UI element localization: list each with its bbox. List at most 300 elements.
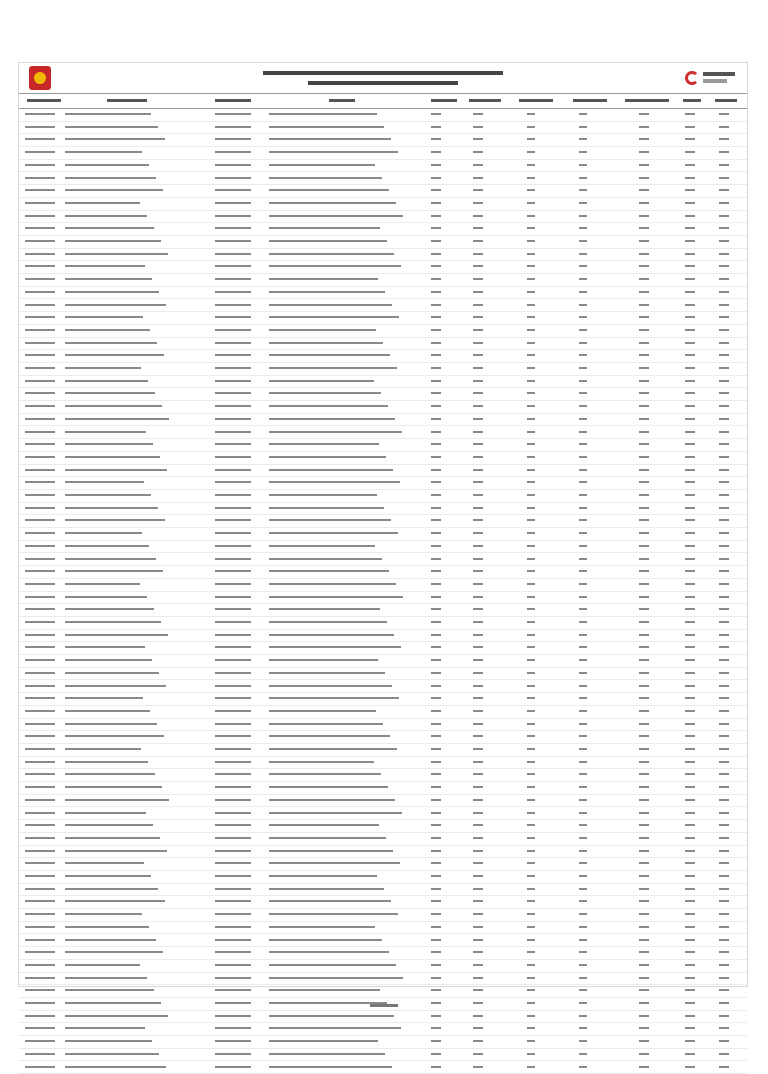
table-cell bbox=[527, 418, 535, 420]
table-cell bbox=[269, 989, 380, 991]
table-cell bbox=[269, 456, 386, 458]
table-cell bbox=[685, 405, 695, 407]
table-cell bbox=[215, 926, 251, 928]
table-cell bbox=[25, 951, 55, 953]
table-cell bbox=[269, 354, 390, 356]
table-cell bbox=[269, 545, 375, 547]
table-body bbox=[19, 108, 747, 986]
table-cell bbox=[269, 837, 386, 839]
table-cell bbox=[473, 532, 483, 534]
table-cell bbox=[685, 138, 695, 140]
table-cell bbox=[685, 583, 695, 585]
table-cell bbox=[269, 723, 383, 725]
table-cell bbox=[25, 177, 55, 179]
table-cell bbox=[719, 850, 729, 852]
table-cell bbox=[25, 596, 55, 598]
table-cell bbox=[215, 177, 251, 179]
table-row bbox=[19, 553, 747, 567]
table-cell bbox=[719, 685, 729, 687]
table-cell bbox=[25, 1066, 55, 1068]
table-cell bbox=[269, 405, 388, 407]
table-cell bbox=[639, 888, 649, 890]
table-cell bbox=[639, 227, 649, 229]
table-cell bbox=[269, 596, 403, 598]
table-row bbox=[19, 946, 747, 960]
table-cell bbox=[719, 596, 729, 598]
table-cell bbox=[65, 1066, 166, 1068]
table-row bbox=[19, 133, 747, 147]
table-cell bbox=[25, 481, 55, 483]
table-cell bbox=[527, 862, 535, 864]
table-cell bbox=[431, 799, 441, 801]
table-cell bbox=[527, 812, 535, 814]
table-cell bbox=[579, 646, 587, 648]
table-cell bbox=[639, 761, 649, 763]
table-cell bbox=[269, 608, 380, 610]
table-cell bbox=[65, 532, 142, 534]
table-cell bbox=[25, 354, 55, 356]
table-cell bbox=[473, 659, 483, 661]
table-cell bbox=[639, 189, 649, 191]
column-header bbox=[683, 99, 701, 102]
table-cell bbox=[527, 519, 535, 521]
table-cell bbox=[685, 469, 695, 471]
table-cell bbox=[269, 812, 402, 814]
table-cell bbox=[473, 697, 483, 699]
table-row bbox=[19, 743, 747, 757]
table-cell bbox=[639, 329, 649, 331]
table-cell bbox=[719, 659, 729, 661]
table-cell bbox=[685, 342, 695, 344]
table-cell bbox=[215, 812, 251, 814]
table-cell bbox=[473, 151, 483, 153]
table-cell bbox=[579, 735, 587, 737]
municipal-crest-logo bbox=[29, 66, 51, 90]
table-cell bbox=[639, 545, 649, 547]
column-header bbox=[27, 99, 61, 102]
table-cell bbox=[685, 316, 695, 318]
table-row bbox=[19, 768, 747, 782]
table-cell bbox=[269, 570, 389, 572]
table-cell bbox=[65, 786, 162, 788]
table-cell bbox=[639, 418, 649, 420]
table-cell bbox=[25, 278, 55, 280]
table-cell bbox=[579, 507, 587, 509]
table-cell bbox=[25, 799, 55, 801]
table-cell bbox=[215, 900, 251, 902]
table-cell bbox=[719, 786, 729, 788]
table-cell bbox=[215, 723, 251, 725]
table-cell bbox=[473, 265, 483, 267]
table-cell bbox=[579, 367, 587, 369]
table-cell bbox=[527, 685, 535, 687]
table-cell bbox=[65, 215, 147, 217]
table-row bbox=[19, 362, 747, 376]
table-cell bbox=[527, 964, 535, 966]
table-cell bbox=[639, 812, 649, 814]
table-cell bbox=[639, 202, 649, 204]
table-cell bbox=[65, 253, 168, 255]
table-cell bbox=[685, 570, 695, 572]
table-cell bbox=[527, 1066, 535, 1068]
table-cell bbox=[65, 939, 156, 941]
table-cell bbox=[579, 392, 587, 394]
table-cell bbox=[527, 900, 535, 902]
table-cell bbox=[473, 558, 483, 560]
table-cell bbox=[215, 291, 251, 293]
table-cell bbox=[685, 989, 695, 991]
table-cell bbox=[527, 926, 535, 928]
table-cell bbox=[579, 354, 587, 356]
table-cell bbox=[65, 494, 151, 496]
organizer-logo-text bbox=[703, 72, 735, 76]
table-cell bbox=[431, 494, 441, 496]
table-cell bbox=[527, 646, 535, 648]
table-cell bbox=[719, 380, 729, 382]
table-cell bbox=[473, 977, 483, 979]
table-cell bbox=[431, 989, 441, 991]
table-cell bbox=[639, 977, 649, 979]
table-cell bbox=[25, 342, 55, 344]
table-cell bbox=[25, 939, 55, 941]
table-cell bbox=[719, 227, 729, 229]
table-cell bbox=[473, 342, 483, 344]
table-cell bbox=[269, 291, 385, 293]
table-cell bbox=[685, 291, 695, 293]
table-cell bbox=[65, 558, 156, 560]
table-cell bbox=[269, 558, 382, 560]
table-cell bbox=[685, 507, 695, 509]
table-cell bbox=[685, 151, 695, 153]
table-row bbox=[19, 108, 747, 122]
table-cell bbox=[579, 189, 587, 191]
table-cell bbox=[25, 875, 55, 877]
table-cell bbox=[65, 964, 140, 966]
table-cell bbox=[65, 583, 140, 585]
table-cell bbox=[473, 850, 483, 852]
table-cell bbox=[685, 659, 695, 661]
table-row bbox=[19, 629, 747, 643]
table-cell bbox=[25, 545, 55, 547]
table-cell bbox=[473, 1027, 483, 1029]
table-cell bbox=[25, 202, 55, 204]
table-row bbox=[19, 807, 747, 821]
table-cell bbox=[65, 570, 163, 572]
table-cell bbox=[579, 164, 587, 166]
table-cell bbox=[685, 494, 695, 496]
table-cell bbox=[685, 113, 695, 115]
table-cell bbox=[527, 227, 535, 229]
table-cell bbox=[65, 164, 149, 166]
table-cell bbox=[685, 773, 695, 775]
table-cell bbox=[473, 380, 483, 382]
table-cell bbox=[685, 900, 695, 902]
table-cell bbox=[65, 862, 144, 864]
table-cell bbox=[65, 685, 166, 687]
table-cell bbox=[65, 227, 154, 229]
table-cell bbox=[215, 189, 251, 191]
table-cell bbox=[431, 215, 441, 217]
table-cell bbox=[431, 392, 441, 394]
table-cell bbox=[473, 113, 483, 115]
table-row bbox=[19, 705, 747, 719]
table-row bbox=[19, 921, 747, 935]
table-cell bbox=[215, 799, 251, 801]
table-cell bbox=[25, 773, 55, 775]
table-cell bbox=[639, 507, 649, 509]
table-cell bbox=[473, 431, 483, 433]
table-cell bbox=[473, 354, 483, 356]
table-cell bbox=[527, 799, 535, 801]
table-cell bbox=[431, 951, 441, 953]
table-cell bbox=[685, 227, 695, 229]
table-cell bbox=[527, 392, 535, 394]
table-cell bbox=[65, 875, 151, 877]
table-cell bbox=[473, 126, 483, 128]
table-cell bbox=[527, 113, 535, 115]
table-cell bbox=[527, 672, 535, 674]
table-cell bbox=[719, 519, 729, 521]
table-cell bbox=[639, 405, 649, 407]
table-cell bbox=[579, 723, 587, 725]
table-cell bbox=[527, 164, 535, 166]
table-cell bbox=[719, 507, 729, 509]
table-cell bbox=[473, 646, 483, 648]
table-cell bbox=[579, 1040, 587, 1042]
table-cell bbox=[473, 329, 483, 331]
table-cell bbox=[685, 329, 695, 331]
table-cell bbox=[473, 761, 483, 763]
table-cell bbox=[215, 989, 251, 991]
table-cell bbox=[719, 913, 729, 915]
table-cell bbox=[719, 1066, 729, 1068]
table-cell bbox=[431, 748, 441, 750]
table-cell bbox=[719, 812, 729, 814]
table-row bbox=[19, 337, 747, 351]
table-cell bbox=[473, 570, 483, 572]
table-cell bbox=[65, 596, 147, 598]
table-cell bbox=[527, 405, 535, 407]
table-cell bbox=[719, 875, 729, 877]
table-cell bbox=[215, 1027, 251, 1029]
table-cell bbox=[25, 240, 55, 242]
table-cell bbox=[25, 189, 55, 191]
table-cell bbox=[685, 443, 695, 445]
table-cell bbox=[431, 1053, 441, 1055]
table-cell bbox=[269, 1040, 378, 1042]
table-row bbox=[19, 1022, 747, 1036]
table-cell bbox=[579, 939, 587, 941]
table-cell bbox=[639, 265, 649, 267]
table-cell bbox=[527, 761, 535, 763]
table-row bbox=[19, 781, 747, 795]
table-cell bbox=[431, 189, 441, 191]
table-cell bbox=[473, 291, 483, 293]
table-cell bbox=[719, 773, 729, 775]
table-cell bbox=[65, 608, 154, 610]
table-cell bbox=[269, 583, 396, 585]
table-cell bbox=[431, 735, 441, 737]
table-cell bbox=[65, 913, 142, 915]
table-cell bbox=[685, 240, 695, 242]
table-cell bbox=[25, 507, 55, 509]
table-cell bbox=[719, 837, 729, 839]
table-cell bbox=[719, 418, 729, 420]
table-cell bbox=[65, 1040, 152, 1042]
table-cell bbox=[473, 138, 483, 140]
table-cell bbox=[215, 824, 251, 826]
table-cell bbox=[25, 634, 55, 636]
table-cell bbox=[65, 481, 144, 483]
table-cell bbox=[719, 202, 729, 204]
table-cell bbox=[25, 113, 55, 115]
table-cell bbox=[719, 431, 729, 433]
table-cell bbox=[527, 1040, 535, 1042]
table-cell bbox=[65, 278, 152, 280]
table-cell bbox=[685, 888, 695, 890]
table-cell bbox=[269, 494, 377, 496]
table-cell bbox=[215, 939, 251, 941]
table-cell bbox=[719, 583, 729, 585]
table-cell bbox=[65, 240, 161, 242]
table-row bbox=[19, 1035, 747, 1049]
table-cell bbox=[473, 862, 483, 864]
table-cell bbox=[579, 710, 587, 712]
table-cell bbox=[269, 1015, 394, 1017]
table-cell bbox=[431, 939, 441, 941]
table-cell bbox=[527, 735, 535, 737]
table-cell bbox=[431, 316, 441, 318]
table-cell bbox=[431, 875, 441, 877]
table-row bbox=[19, 959, 747, 973]
table-cell bbox=[473, 596, 483, 598]
table-cell bbox=[25, 494, 55, 496]
table-cell bbox=[431, 558, 441, 560]
table-cell bbox=[719, 291, 729, 293]
table-cell bbox=[65, 900, 165, 902]
table-cell bbox=[473, 748, 483, 750]
table-cell bbox=[269, 507, 384, 509]
table-cell bbox=[579, 227, 587, 229]
table-cell bbox=[269, 240, 387, 242]
table-cell bbox=[473, 799, 483, 801]
table-cell bbox=[639, 837, 649, 839]
table-row bbox=[19, 845, 747, 859]
table-cell bbox=[719, 735, 729, 737]
table-cell bbox=[579, 342, 587, 344]
table-cell bbox=[431, 456, 441, 458]
table-cell bbox=[65, 977, 147, 979]
table-cell bbox=[579, 329, 587, 331]
table-cell bbox=[527, 596, 535, 598]
table-row bbox=[19, 197, 747, 211]
table-cell bbox=[719, 329, 729, 331]
table-cell bbox=[431, 761, 441, 763]
table-cell bbox=[527, 1015, 535, 1017]
table-cell bbox=[65, 837, 160, 839]
table-cell bbox=[269, 126, 384, 128]
table-cell bbox=[527, 469, 535, 471]
table-cell bbox=[431, 545, 441, 547]
table-cell bbox=[579, 519, 587, 521]
table-cell bbox=[579, 951, 587, 953]
table-cell bbox=[685, 951, 695, 953]
table-cell bbox=[473, 951, 483, 953]
table-cell bbox=[639, 850, 649, 852]
table-cell bbox=[431, 596, 441, 598]
table-cell bbox=[639, 786, 649, 788]
table-row bbox=[19, 934, 747, 948]
table-cell bbox=[269, 215, 403, 217]
table-cell bbox=[431, 672, 441, 674]
table-cell bbox=[527, 532, 535, 534]
table-cell bbox=[25, 1040, 55, 1042]
table-cell bbox=[25, 316, 55, 318]
table-cell bbox=[473, 710, 483, 712]
table-cell bbox=[685, 481, 695, 483]
table-cell bbox=[685, 367, 695, 369]
table-cell bbox=[685, 1027, 695, 1029]
table-cell bbox=[685, 672, 695, 674]
table-cell bbox=[25, 659, 55, 661]
table-cell bbox=[269, 177, 382, 179]
table-cell bbox=[579, 837, 587, 839]
table-cell bbox=[527, 1027, 535, 1029]
table-cell bbox=[65, 354, 164, 356]
table-cell bbox=[215, 685, 251, 687]
table-cell bbox=[719, 926, 729, 928]
table-cell bbox=[431, 380, 441, 382]
table-cell bbox=[719, 761, 729, 763]
table-cell bbox=[527, 939, 535, 941]
table-cell bbox=[639, 659, 649, 661]
table-cell bbox=[65, 621, 161, 623]
table-cell bbox=[215, 215, 251, 217]
table-cell bbox=[719, 354, 729, 356]
table-cell bbox=[431, 138, 441, 140]
table-cell bbox=[719, 723, 729, 725]
document-title-block bbox=[239, 71, 527, 91]
table-cell bbox=[473, 405, 483, 407]
table-cell bbox=[473, 824, 483, 826]
table-cell bbox=[215, 951, 251, 953]
document-header bbox=[19, 63, 747, 93]
table-cell bbox=[527, 837, 535, 839]
table-cell bbox=[215, 456, 251, 458]
table-cell bbox=[719, 748, 729, 750]
table-cell bbox=[25, 621, 55, 623]
page-footer bbox=[0, 994, 768, 1012]
table-cell bbox=[25, 583, 55, 585]
column-header bbox=[215, 99, 251, 102]
table-row bbox=[19, 260, 747, 274]
table-cell bbox=[269, 367, 397, 369]
table-cell bbox=[639, 723, 649, 725]
table-cell bbox=[25, 837, 55, 839]
table-row bbox=[19, 438, 747, 452]
table-cell bbox=[685, 939, 695, 941]
table-cell bbox=[215, 329, 251, 331]
table-cell bbox=[473, 215, 483, 217]
table-cell bbox=[269, 113, 377, 115]
table-cell bbox=[215, 710, 251, 712]
table-cell bbox=[639, 926, 649, 928]
table-cell bbox=[65, 926, 149, 928]
table-cell bbox=[269, 900, 391, 902]
table-cell bbox=[527, 278, 535, 280]
table-cell bbox=[431, 964, 441, 966]
table-cell bbox=[215, 316, 251, 318]
